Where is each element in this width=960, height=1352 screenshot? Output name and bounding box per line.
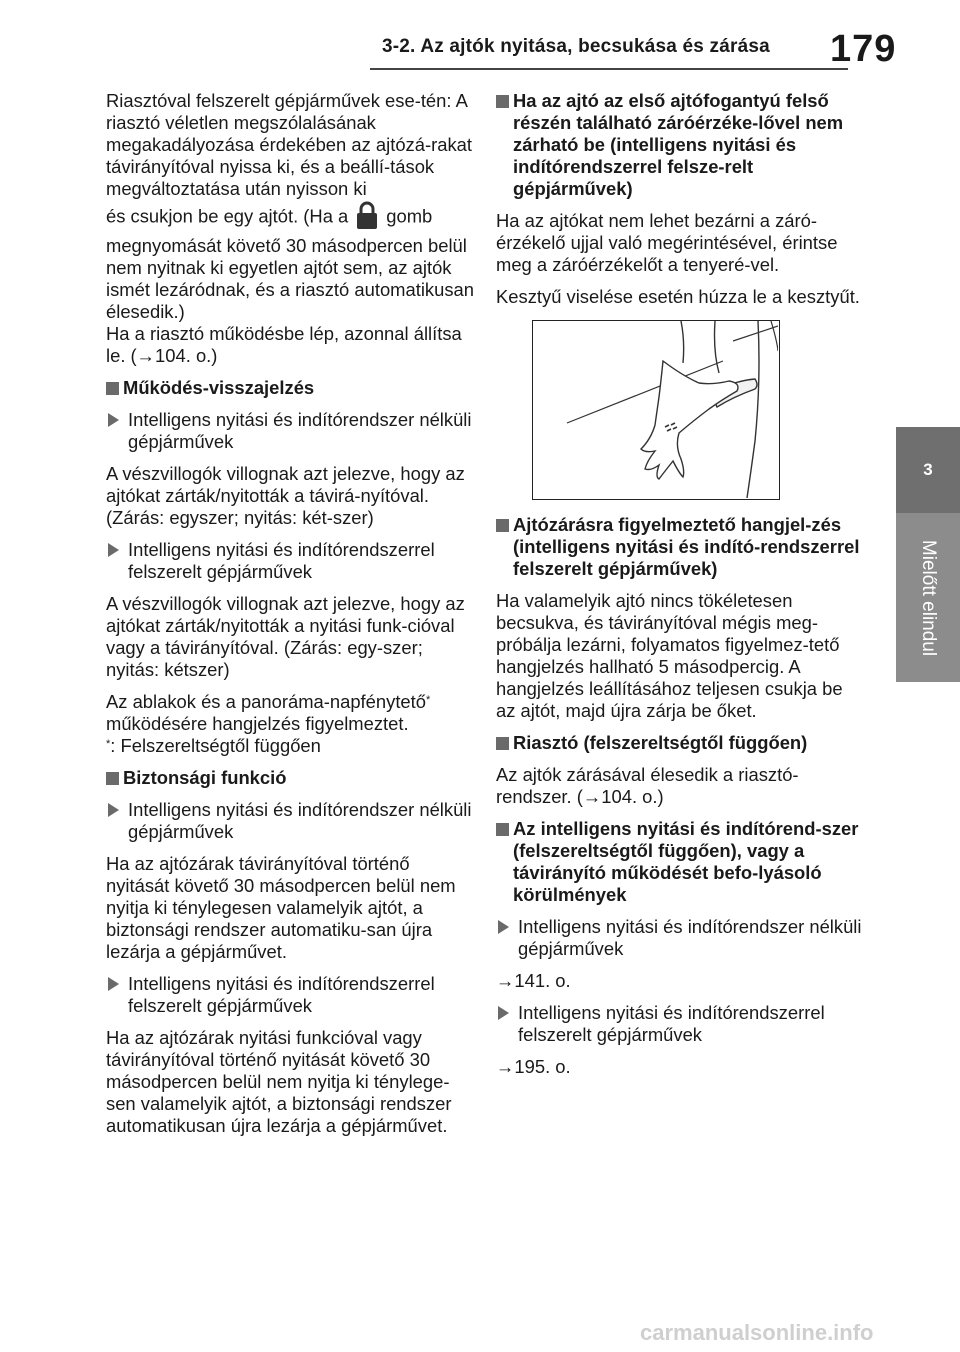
subheading-with-system: Intelligens nyitási és indítórendszerrel felszerelt gépjárművek — [496, 1002, 866, 1046]
intro-text-2a: és csukjon be egy ajtót. (Ha a — [106, 205, 349, 227]
feedback-text-1: A vészvillogók villognak azt jelezve, hogy az ajtókat zárták/nyitották a távirá-nyítóval. (Zárás: egyszer; nyitás: két-szer) — [106, 463, 465, 528]
triangle-bullet-icon — [106, 409, 128, 453]
feedback-text-3: Az ablakok és a panoráma-napfénytető* működésére hangjelzés figyelmeztet. — [106, 691, 431, 734]
section-title: 3-2. Az ajtók nyitása, becsukása és zárása — [382, 36, 770, 57]
subheading-without-system: Intelligens nyitási és indítórendszer nélküli gépjárművek — [106, 409, 476, 453]
lock-icon — [354, 200, 380, 235]
square-bullet-icon — [106, 382, 119, 395]
feedback-text-2: A vészvillogók villognak azt jelezve, hogy az ajtókat zárták/nyitották a nyitási funk-cióval vagy a távirányítóval. (Zárás: egy-szer; nyitás: kétszer) — [106, 593, 465, 680]
security-text-1: Ha az ajtózárak távirányítóval történő nyitását követő 30 másodpercen belül nem nyitja ki ténylegesen valamelyik ajtót, a biztonsági rendszer automatiku-san újra lezárja a gépjárművet. — [106, 853, 456, 962]
subheading-without-system: Intelligens nyitási és indítórendszer nélküli gépjárművek — [106, 799, 476, 843]
left-column — [106, 90, 476, 1147]
watermark: carmanualsonline.info — [640, 1320, 874, 1345]
heading-buzzer: Ajtózárásra figyelmeztető hangjel-zés (intelligens nyitási és indító-rendszerrel felszerelt gépjárművek) — [496, 514, 866, 580]
page-number: 179 — [830, 28, 897, 70]
right-column — [496, 90, 866, 1088]
intro-text-3: Ha a riasztó működésbe lép, azonnal állítsa le. (→104. o.) — [106, 323, 462, 366]
sensor-text-2: Kesztyű viselése esetén húzza le a kesztyűt. — [496, 286, 860, 307]
triangle-bullet-icon — [496, 916, 518, 960]
alarm-text: Az ajtók zárásával élesedik a riasztó-rendszer. (→104. o.) — [496, 764, 799, 807]
footnote: *: Felszereltségtől függően — [106, 735, 321, 756]
square-bullet-icon — [496, 519, 509, 532]
subheading-with-system: Intelligens nyitási és indítórendszerrel felszerelt gépjárművek — [106, 973, 476, 1017]
heading-feedback: Működés-visszajelzés — [106, 377, 476, 399]
header-rule — [370, 68, 848, 70]
buzzer-text: Ha valamelyik ajtó nincs tökéletesen becsukva, és távirányítóval mégis meg-próbálja lezárni, folyamatos figyelmez-tető hangjelzés hallható 5 másodpercig. A hangjelzés leállításához teljesen csukja be az ajtót, majd újra zárja be őket. — [496, 590, 843, 721]
page-reference-195[interactable]: →195. o. — [496, 1056, 571, 1077]
square-bullet-icon — [496, 95, 509, 108]
intro-paragraph — [106, 90, 476, 367]
triangle-bullet-icon — [106, 799, 128, 843]
chapter-number-tab[interactable]: 3 — [896, 427, 960, 513]
hand-on-door-handle-icon — [533, 321, 778, 498]
heading-security: Biztonsági funkció — [106, 767, 476, 789]
subheading-without-system: Intelligens nyitási és indítórendszer nélküli gépjárművek — [496, 916, 866, 960]
intro-text-2b: gomb megnyomását követő 30 másodpercen belül nem nyitnak ki egyetlen ajtót sem, az ajtók ismét lezáródnak, és a riasztó automatikusan élesedik.) — [106, 205, 474, 322]
heading-conditions: Az intelligens nyitási és indítórend-szer (felszereltségtől függően), vagy a távirányító működését befo-lyásoló körülmények — [496, 818, 866, 906]
sensor-text-1: Ha az ajtókat nem lehet bezárni a záró-érzékelő ujjal való megérintésével, érintse meg a záróérzékelőt a tenyeré-vel. — [496, 210, 838, 275]
heading-lock-sensor: Ha az ajtó az első ajtófogantyú felső részén található záróérzéke-lővel nem zárható be (intelligens nyitási és indítórendszerrel felsze-relt gépjárművek) — [496, 90, 866, 200]
chapter-title-tab[interactable] — [896, 513, 960, 682]
page-reference-141[interactable]: →141. o. — [496, 970, 571, 991]
intro-text-1: Riasztóval felszerelt gépjárművek ese-tén: A riasztó véletlen megszólalásának megakadályozása érdekében az ajtózá-rakat távirányítóval nyissa ki, és a beállí-tások megváltoztatása után nyisson ki — [106, 90, 472, 199]
triangle-bullet-icon — [496, 1002, 518, 1046]
square-bullet-icon — [106, 772, 119, 785]
subheading-with-system: Intelligens nyitási és indítórendszerrel felszerelt gépjárművek — [106, 539, 476, 583]
door-handle-illustration — [532, 320, 780, 500]
security-text-2: Ha az ajtózárak nyitási funkcióval vagy távirányítóval történő nyitását követő 30 másodpercen belül nem nyitja ki ténylege-sen valamelyik ajtót, a biztonsági rendszer automatikusan újra lezárja a gépjárművet. — [106, 1027, 452, 1136]
chapter-title: Mielőtt elindul — [918, 539, 939, 656]
heading-alarm: Riasztó (felszereltségtől függően) — [496, 732, 866, 754]
square-bullet-icon — [496, 737, 509, 750]
triangle-bullet-icon — [106, 539, 128, 583]
triangle-bullet-icon — [106, 973, 128, 1017]
square-bullet-icon — [496, 823, 509, 836]
